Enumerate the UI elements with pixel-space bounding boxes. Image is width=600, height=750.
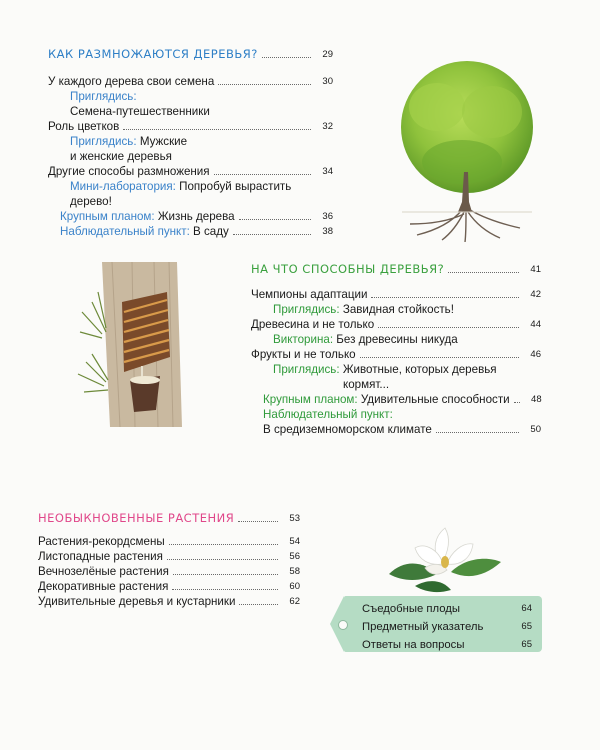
section-title: НЕОБЫКНОВЕННЫЕ РАСТЕНИЯ <box>38 511 235 525</box>
toc-entry[interactable]: Крупным планом: Удивительные способности 48 <box>263 393 542 406</box>
toc-entry[interactable]: Листопадные растения 56 <box>38 550 300 563</box>
toc-entry[interactable]: У каждого дерева свои семена 30 <box>48 75 333 88</box>
appendix-tag <box>344 596 542 652</box>
toc-entry[interactable]: Наблюдательный пункт: В саду 38 <box>60 225 333 238</box>
section-title-row[interactable]: НА ЧТО СПОСОБНЫ ДЕРЕВЬЯ? 41 <box>251 262 541 276</box>
rubber-tree-tapping-illustration <box>72 262 197 427</box>
toc-entry[interactable]: Роль цветков 32 <box>48 120 333 133</box>
toc-entry[interactable]: Приглядись: <box>70 90 137 103</box>
toc-entry[interactable]: Викторина: Без древесины никуда <box>273 333 458 346</box>
tree-illustration <box>392 52 542 242</box>
toc-entry[interactable]: Мини-лаборатория: Попробуй вырастить <box>70 180 292 193</box>
toc-entry[interactable]: Семена-путешественники <box>70 105 210 118</box>
toc-entry[interactable]: Приглядись: Животные, которых деревья <box>273 363 497 376</box>
toc-entry[interactable]: дерево! <box>70 195 112 208</box>
section-title: КАК РАЗМНОЖАЮТСЯ ДЕРЕВЬЯ? <box>48 47 258 61</box>
toc-entry[interactable]: Съедобные плоды 64 <box>362 603 532 615</box>
toc-entry[interactable]: Крупным планом: Жизнь дерева 36 <box>60 210 333 223</box>
toc-entry[interactable]: Чемпионы адаптации 42 <box>251 288 541 301</box>
tag-hole <box>338 620 348 630</box>
section-how-trees-reproduce <box>48 47 333 239</box>
toc-entry[interactable]: кормят... <box>343 378 390 391</box>
toc-entry[interactable]: и женские деревья <box>70 150 172 163</box>
page-number: 29 <box>322 49 333 60</box>
toc-entry[interactable]: Фрукты и не только 46 <box>251 348 541 361</box>
section-title-row[interactable] <box>48 47 333 62</box>
section-title-row[interactable]: НЕОБЫКНОВЕННЫЕ РАСТЕНИЯ 53 <box>38 511 300 525</box>
toc-entry[interactable]: Приглядись: Мужские <box>70 135 188 148</box>
magnolia-flower-illustration <box>385 522 503 594</box>
toc-entry[interactable]: Другие способы размножения 34 <box>48 165 333 178</box>
section-what-trees-can-do <box>251 262 541 437</box>
section-title: НА ЧТО СПОСОБНЫ ДЕРЕВЬЯ? <box>251 262 445 276</box>
toc-entry[interactable]: Приглядись: Завидная стойкость! <box>273 303 454 316</box>
toc-entry[interactable]: Декоративные растения 60 <box>38 580 300 593</box>
appendix-list <box>362 600 532 654</box>
toc-entry[interactable]: Древесина и не только 44 <box>251 318 541 331</box>
toc-entry[interactable]: Предметный указатель 65 <box>362 621 532 633</box>
toc-entry[interactable]: Вечнозелёные растения 58 <box>38 565 300 578</box>
toc-entry[interactable]: В средиземноморском климате 50 <box>263 423 541 436</box>
toc-entry[interactable]: Наблюдательный пункт: <box>263 408 393 421</box>
toc-entry[interactable]: Растения-рекордсмены 54 <box>38 535 300 548</box>
toc-entry[interactable]: Удивительные деревья и кустарники 62 <box>38 595 300 608</box>
section-unusual-plants <box>38 511 300 609</box>
toc-entry[interactable]: Ответы на вопросы 65 <box>362 639 532 651</box>
